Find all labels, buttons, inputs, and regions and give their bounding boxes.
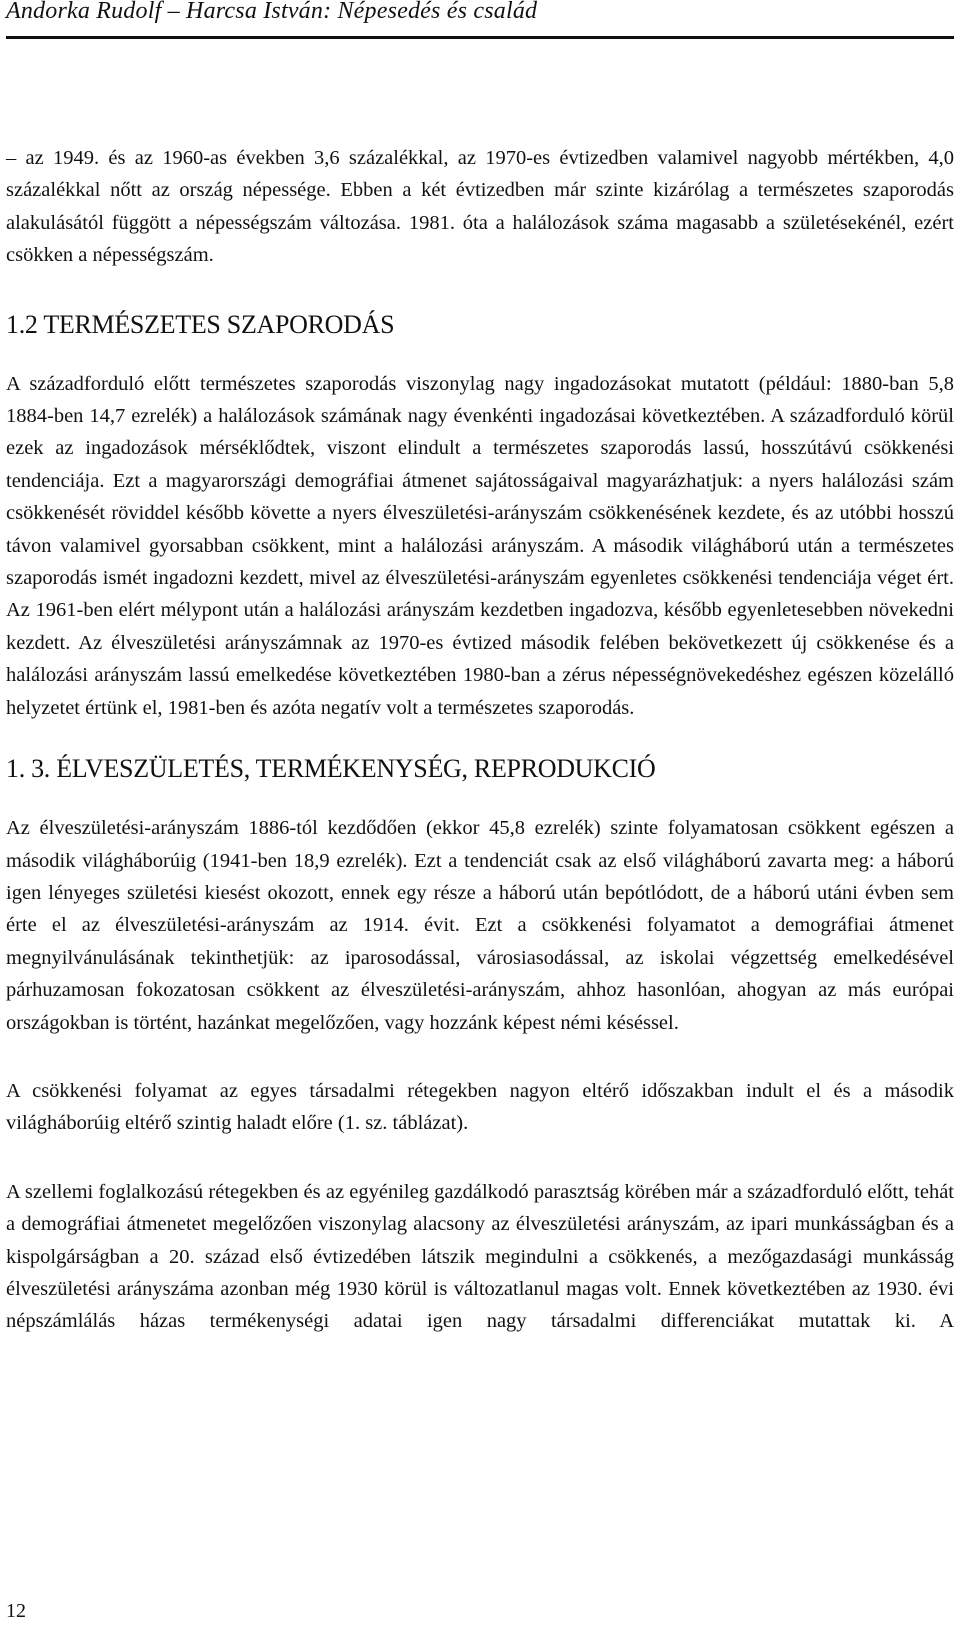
running-title: Andorka Rudolf – Harcsa István: Népesedés és család [6, 0, 538, 24]
fertility-paragraph-3: A szellemi foglalkozású rétegekben és az egyénileg gazdálkodó parasztság körében már a századforduló előtt, tehát a demográfiai átmenetet megelőzően viszonylag alacsony az élveszületési arányszám, az ipari munkásságban és a kispolgárságban a 20. század első évtizedében látszik megindulni a csökkenés, a mezőgazdasági munkásság élveszületési arányszáma azonban még 1930 körül is változatlanul magas volt. Ennek következtében az 1930. évi népszámlálás házas termékenységi adatai igen nagy társadalmi differenciákat mutattak ki. A [6, 1180, 954, 1333]
running-header [6, 0, 954, 39]
fertility-paragraph-1: Az élveszületési-arányszám 1886-tól kezdődően (ekkor 45,8 ezrelék) szinte folyamatosan csökkent egészen a második világháborúig (1941-ben 18,9 ezrelék). Ezt a tendenciát csak az első világháború zavarta meg: a háború igen lényeges születési kiesést okozott, ennek egy része a háború után bepótlódott, de a háború utáni évben sem érte el az élveszületési-arányszám az 1914. évit. Ezt a csökkenési folyamatot a demográfiai átmenet megnyilvánulásának tekinthetjük: az iparosodással, városiasodással, az iskolai végzettség emelkedésével párhuzamosan fokozatosan csökkent az élveszületési-arányszám, ahhoz hasonlóan, ahogyan az más európai országokban is történt, hazánkat megelőzően, vagy hozzánk képest némi késéssel. [6, 817, 954, 1034]
section-heading-natural-increase: 1.2 TERMÉSZETES SZAPORODÁS [6, 309, 395, 339]
page-number: 12 [6, 1600, 26, 1622]
intro-paragraph: – az 1949. és az 1960-as években 3,6 százalékkal, az 1970-es évtizedben valamivel nagyobb mértékben, 4,0 százalékkal nőtt az ország népessége. Ebben a két évtizedben már szinte kizárólag a természetes szaporodás alakulásától függött a népességszám változása. 1981. óta a halálozások száma magasabb a születésekénél, ezért csökken a népességszám. [6, 147, 954, 267]
section-heading-fertility: 1. 3. ÉLVESZÜLETÉS, TERMÉKENYSÉG, REPRODUKCIÓ [6, 754, 656, 784]
fertility-paragraph-2: A csökkenési folyamat az egyes társadalmi rétegekben nagyon eltérő időszakban indult el és a második világháborúig eltérő szintig haladt előre (1. sz. táblázat). [6, 1079, 954, 1135]
page-body [6, 142, 954, 1338]
natural-increase-paragraph: A századforduló előtt természetes szaporodás viszonylag nagy ingadozásokat mutatott (például: 1880-ban 5,8 1884-ben 14,7 ezrelék) a halálozások számának nagy évenkénti ingadozásai következtében. A századforduló körül ezek az ingadozások mérséklődtek, viszont elindult a természetes szaporodás lassú, hosszútávú csökkenési tendenciája. Ezt a magyarországi demográfiai átmenet sajátosságaival magyarázhatjuk: a nyers halálozási szám csökkenését röviddel később követte a nyers élveszületési-arányszám csökkenésének kezdete, és az utóbbi hosszú távon valamivel gyorsabban csökkent, mint a halálozási arányszám. A második világháború után a természetes szaporodás ismét ingadozni kezdett, mivel az élveszületési-arányszám egyenletes csökkenési tendenciája véget ért. Az 1961-ben elért mélypont után a halálozási arányszám kezdetben ingadozva, később egyenletesebben növekedni kezdett. Az élveszületési arányszámnak az 1970-es évtized második felében bekövetkezett új csökkenése és a halálozási arányszám lassú emelkedése következtében 1980-ban a zérus népességnövekedéshez egészen közelálló helyzetet értünk el, 1981-ben és azóta negatív volt a természetes szaporodás. [6, 372, 954, 719]
